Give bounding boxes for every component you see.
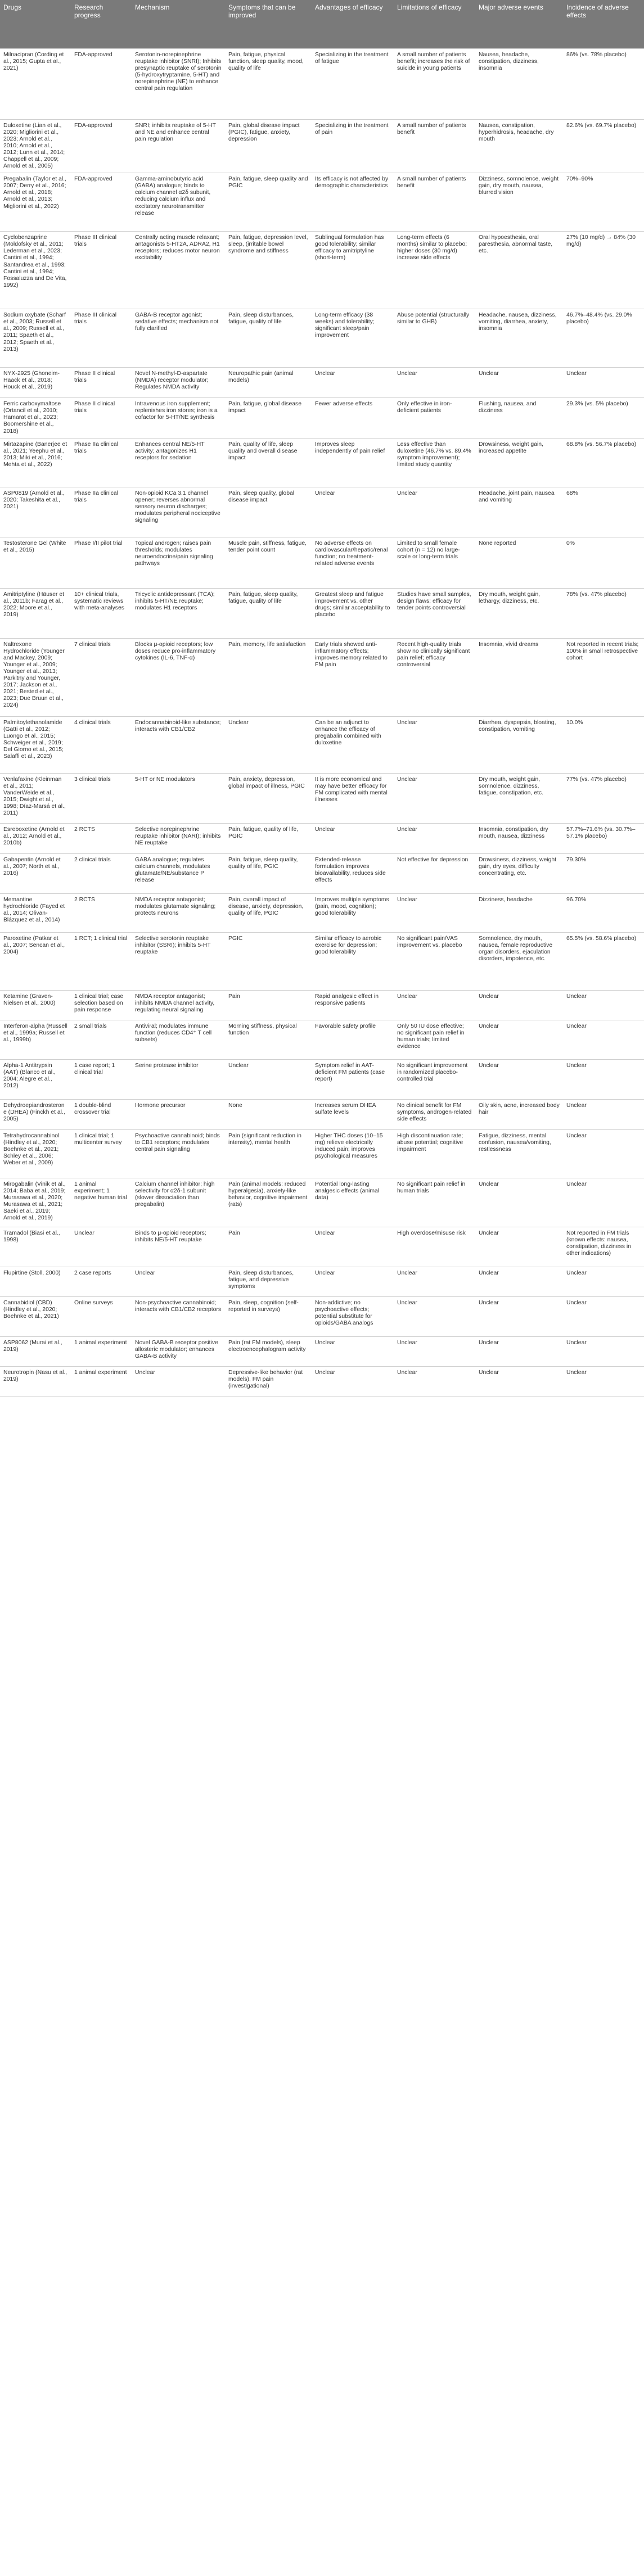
cell-limitations-efficacy: A small number of patients benefit; increases the risk of suicide in young patients <box>394 48 475 119</box>
cell-mechanism: Novel N-methyl-D-aspartate (NMDA) receptor modulator; Regulates NMDA activity <box>132 368 225 398</box>
table-row <box>0 1099 644 1129</box>
table-row <box>0 173 644 232</box>
table-row <box>0 1020 644 1059</box>
cell-major-adverse-events: Unclear <box>475 1227 563 1267</box>
cell-limitations-efficacy: A small number of patients benefit <box>394 119 475 173</box>
column-header-major-adverse-events: Major adverse events <box>475 0 563 48</box>
cell-symptoms-improved: Pain (animal models: reduced hyperalgesia), anxiety-like behavior, cognitive impairment (rats) <box>225 1178 312 1227</box>
cell-drugs: Mirtazapine (Banerjee et al., 2021; Yeephu et al., 2013; Miki et al., 2016; Mehta et al., 2022) <box>0 438 71 487</box>
cell-research-progress: 2 RCTS <box>71 823 132 853</box>
cell-symptoms-improved: Pain, sleep disturbances, fatigue, quality of life <box>225 309 312 368</box>
cell-advantages-efficacy: Unclear <box>312 1267 394 1296</box>
cell-symptoms-improved: Pain <box>225 1227 312 1267</box>
cell-limitations-efficacy: High overdose/misuse risk <box>394 1227 475 1267</box>
cell-advantages-efficacy: Non-addictive; no psychoactive effects; potential substitute for opioids/GABA analogs <box>312 1296 394 1336</box>
cell-mechanism: SNRI; inhibits reuptake of 5-HT and NE and enhance central pain regulation <box>132 119 225 173</box>
cell-limitations-efficacy: Not effective for depression <box>394 853 475 893</box>
column-header-mechanism: Mechanism <box>132 0 225 48</box>
cell-major-adverse-events: Oily skin, acne, increased body hair <box>475 1099 563 1129</box>
cell-symptoms-improved: Pain, fatigue, physical function, sleep quality, mood, quality of life <box>225 48 312 119</box>
cell-mechanism: Binds to μ-opioid receptors; inhibits NE/5-HT reuptake <box>132 1227 225 1267</box>
table-row <box>0 893 644 932</box>
cell-research-progress: FDA-approved <box>71 48 132 119</box>
cell-incidence-adverse-effects: Unclear <box>563 990 644 1020</box>
cell-incidence-adverse-effects: 70%–90% <box>563 173 644 232</box>
cell-drugs: Dehydroepiandrosterone (DHEA) (Finckh et al., 2005) <box>0 1099 71 1129</box>
cell-research-progress: Phase I/II pilot trial <box>71 537 132 588</box>
cell-major-adverse-events: Unclear <box>475 1059 563 1099</box>
cell-major-adverse-events: Unclear <box>475 990 563 1020</box>
cell-mechanism: Antiviral; modulates immune function (reduces CD4⁺ T cell subsets) <box>132 1020 225 1059</box>
cell-research-progress: Phase IIa clinical trials <box>71 438 132 487</box>
cell-symptoms-improved: Pain, fatigue, depression level, sleep, (irritable bowel syndrome and stiffness <box>225 232 312 309</box>
cell-mechanism: Psychoactive cannabinoid; binds to CB1 receptors; modulates central pain signaling <box>132 1129 225 1178</box>
cell-mechanism: Blocks μ-opioid receptors; low doses reduce pro-inflammatory cytokines (IL-6, TNF-α) <box>132 638 225 716</box>
cell-mechanism: Hormone precursor <box>132 1099 225 1129</box>
cell-research-progress: Phase II clinical trials <box>71 368 132 398</box>
table-row <box>0 1267 644 1296</box>
column-header-advantages-efficacy: Advantages of efficacy <box>312 0 394 48</box>
cell-drugs: Amitriptyline (Häuser et al., 2011b; Farag et al., 2022; Moore et al., 2019) <box>0 588 71 638</box>
column-header-limitations-efficacy: Limitations of efficacy <box>394 0 475 48</box>
cell-incidence-adverse-effects: 65.5% (vs. 58.6% placebo) <box>563 932 644 990</box>
cell-advantages-efficacy: It is more economical and may have better efficacy for FM complicated with mental illnesses <box>312 773 394 823</box>
cell-symptoms-improved: Pain, overall impact of disease, anxiety, depression, quality of life, PGIC <box>225 893 312 932</box>
cell-research-progress: Phase IIa clinical trials <box>71 487 132 537</box>
cell-symptoms-improved: Pain, anxiety, depression, global impact of illness, PGIC <box>225 773 312 823</box>
cell-drugs: Gabapentin (Arnold et al., 2007; North et al., 2016) <box>0 853 71 893</box>
cell-symptoms-improved: Pain, fatigue, quality of life, PGIC <box>225 823 312 853</box>
cell-drugs: Naltrexone Hydrochloride (Younger and Mackey, 2009; Younger et al., 2009; Younger et al., 2013; Parkitny and Younger, 2017; Jackson et al., 2021; Bested et al., 2023; Due Bruun et al., 2024) <box>0 638 71 716</box>
table-row <box>0 990 644 1020</box>
cell-drugs: NYX-2925 (Ghoneim-Haack et al., 2018; Houck et al., 2019) <box>0 368 71 398</box>
cell-symptoms-improved: Pain, quality of life, sleep quality and overall disease impact <box>225 438 312 487</box>
cell-research-progress: 1 double-blind crossover trial <box>71 1099 132 1129</box>
cell-limitations-efficacy: Long-term effects (6 months) similar to placebo; higher doses (30 mg/d) increase side effects <box>394 232 475 309</box>
cell-symptoms-improved: Pain, global disease impact (PGIC), fatigue, anxiety, depression <box>225 119 312 173</box>
table-row <box>0 773 644 823</box>
cell-incidence-adverse-effects: 78% (vs. 47% placebo) <box>563 588 644 638</box>
cell-symptoms-improved: None <box>225 1099 312 1129</box>
cell-mechanism: Topical androgen; raises pain thresholds; modulates neuroendocrine/pain signaling pathways <box>132 537 225 588</box>
cell-drugs: Ferric carboxymaltose (Ortancil et al., 2010; Hamarat et al., 2023; Boomershine et al., 2018) <box>0 398 71 438</box>
cell-advantages-efficacy: Greatest sleep and fatigue improvement vs. other drugs; similar acceptability to placebo <box>312 588 394 638</box>
cell-research-progress: Unclear <box>71 1227 132 1267</box>
cell-incidence-adverse-effects: 27% (10 mg/d) → 84% (30 mg/d) <box>563 232 644 309</box>
cell-symptoms-improved: Pain (rat FM models), sleep electroencephalogram activity <box>225 1336 312 1366</box>
cell-limitations-efficacy: Unclear <box>394 1336 475 1366</box>
cell-mechanism: Centrally acting muscle relaxant; antagonists 5-HT2A, ADRA2, H1 receptors; reduces motor neuron excitability <box>132 232 225 309</box>
cell-advantages-efficacy: Favorable safety profile <box>312 1020 394 1059</box>
cell-symptoms-improved: Pain, sleep, cognition (self-reported in surveys) <box>225 1296 312 1336</box>
column-header-symptoms-improved: Symptoms that can be improved <box>225 0 312 48</box>
cell-incidence-adverse-effects: Unclear <box>563 1129 644 1178</box>
table-row <box>0 1296 644 1336</box>
cell-incidence-adverse-effects: Unclear <box>563 1059 644 1099</box>
table-row <box>0 537 644 588</box>
cell-incidence-adverse-effects: Unclear <box>563 1020 644 1059</box>
cell-research-progress: 3 clinical trials <box>71 773 132 823</box>
cell-mechanism: Enhances central NE/5-HT activity; antagonizes H1 receptors for sedation <box>132 438 225 487</box>
cell-limitations-efficacy: Unclear <box>394 1267 475 1296</box>
cell-major-adverse-events: Unclear <box>475 1366 563 1397</box>
cell-drugs: Venlafaxine (Kleinman et al., 2011; VanderWeide et al., 2015; Dwight et al., 1998; Díaz-Marsá et al., 2011) <box>0 773 71 823</box>
cell-mechanism: Intravenous iron supplement; replenishes iron stores; iron is a cofactor for 5-HT/NE synthesis <box>132 398 225 438</box>
cell-research-progress: Online surveys <box>71 1296 132 1336</box>
cell-limitations-efficacy: Less effective than duloxetine (46.7% vs. 89.4% symptom improvement); limited study quantity <box>394 438 475 487</box>
cell-incidence-adverse-effects: 79.30% <box>563 853 644 893</box>
table-row <box>0 638 644 716</box>
cell-limitations-efficacy: Only effective in iron-deficient patients <box>394 398 475 438</box>
cell-mechanism: GABA-B receptor agonist; sedative effects; mechanism not fully clarified <box>132 309 225 368</box>
column-header-research-progress: Research progress <box>71 0 132 48</box>
cell-drugs: Ketamine (Graven-Nielsen et al., 2000) <box>0 990 71 1020</box>
cell-incidence-adverse-effects: 10.0% <box>563 716 644 773</box>
cell-mechanism: Selective norepinephrine reuptake inhibitor (NARI); inhibits NE reuptake <box>132 823 225 853</box>
cell-incidence-adverse-effects: Unclear <box>563 368 644 398</box>
cell-advantages-efficacy: Unclear <box>312 487 394 537</box>
cell-drugs: Cyclobenzaprine (Moldofsky et al., 2011; Lederman et al., 2023; Cantini et al., 1994; Santandrea et al., 1993; Cantini et al., 1994; Fossaluzza and De Vita, 1992) <box>0 232 71 309</box>
cell-symptoms-improved: Pain, sleep quality, global disease impact <box>225 487 312 537</box>
cell-incidence-adverse-effects: 96.70% <box>563 893 644 932</box>
cell-advantages-efficacy: Specializing in the treatment of fatigue <box>312 48 394 119</box>
cell-major-adverse-events: Insomnia, constipation, dry mouth, nausea, dizziness <box>475 823 563 853</box>
cell-limitations-efficacy: Limited to small female cohort (n = 12) no large-scale or long-term trials <box>394 537 475 588</box>
cell-limitations-efficacy: No clinical benefit for FM symptoms, androgen-related side effects <box>394 1099 475 1129</box>
cell-advantages-efficacy: Improves multiple symptoms (pain, mood, cognition); good tolerability <box>312 893 394 932</box>
cell-incidence-adverse-effects: 46.7%–48.4% (vs. 29.0% placebo) <box>563 309 644 368</box>
cell-major-adverse-events: Unclear <box>475 1178 563 1227</box>
cell-limitations-efficacy: No significant pain relief in human trials <box>394 1178 475 1227</box>
cell-research-progress: 2 case reports <box>71 1267 132 1296</box>
table-row <box>0 588 644 638</box>
table-row <box>0 1336 644 1366</box>
table-row <box>0 716 644 773</box>
cell-drugs: Palmitoylethanolamide (Gatti et al., 2012; Luongo et al., 2015; Schweiger et al., 2019; Del Giorno et al., 2015; Salaffi et al., 2023) <box>0 716 71 773</box>
cell-research-progress: Phase II clinical trials <box>71 398 132 438</box>
cell-advantages-efficacy: Increases serum DHEA sulfate levels <box>312 1099 394 1129</box>
cell-limitations-efficacy: Unclear <box>394 487 475 537</box>
cell-symptoms-improved: Muscle pain, stiffness, fatigue, tender point count <box>225 537 312 588</box>
table-row <box>0 1178 644 1227</box>
cell-limitations-efficacy: Studies have small samples, design flaws; efficacy for tender points controversial <box>394 588 475 638</box>
cell-advantages-efficacy: Can be an adjunct to enhance the efficacy of pregabalin combined with duloxetine <box>312 716 394 773</box>
cell-incidence-adverse-effects: 68.8% (vs. 56.7% placebo) <box>563 438 644 487</box>
cell-major-adverse-events: Insomnia, vivid dreams <box>475 638 563 716</box>
cell-mechanism: Serotonin-norepinephrine reuptake inhibitor (SNRI); Inhibits presynaptic reuptake of serotonin (5-hydroxytryptamine, 5-HT) and norepinephrine (NE) to enhance central pain regulation <box>132 48 225 119</box>
cell-advantages-efficacy: No adverse effects on cardiovascular/hepatic/renal function; no treatment-related adverse events <box>312 537 394 588</box>
cell-mechanism: Gamma-aminobutyric acid (GABA) analogue; binds to calcium channel α2δ subunit, reducing calcium influx and excitatory neurotransmitter release <box>132 173 225 232</box>
cell-research-progress: 1 animal experiment <box>71 1366 132 1397</box>
cell-mechanism: Unclear <box>132 1267 225 1296</box>
cell-mechanism: Tricyclic antidepressant (TCA); inhibits 5-HT/NE reuptake; modulates H1 receptors <box>132 588 225 638</box>
cell-limitations-efficacy: Unclear <box>394 716 475 773</box>
cell-drugs: Tramadol (Biasi et al., 1998) <box>0 1227 71 1267</box>
cell-drugs: Duloxetine (Lian et al., 2020; Migliorini et al., 2023; Arnold et al., 2010; Arnold et al., 2012; Lunn et al., 2014; Chappell et al., 2009; Arnold et al., 2005) <box>0 119 71 173</box>
cell-mechanism: Unclear <box>132 1366 225 1397</box>
cell-research-progress: 1 RCT; 1 clinical trial <box>71 932 132 990</box>
cell-major-adverse-events: None reported <box>475 537 563 588</box>
cell-major-adverse-events: Drowsiness, dizziness, weight gain, dry eyes, difficulty concentrating, etc. <box>475 853 563 893</box>
cell-major-adverse-events: Drowsiness, weight gain, increased appetite <box>475 438 563 487</box>
cell-research-progress: 2 small trials <box>71 1020 132 1059</box>
cell-drugs: Mirogabalin (Vinik et al., 2014; Baba et al., 2019; Murasawa et al., 2020; Murasawa et al., 2021; Saeki et al., 2019; Arnold et al., 2019) <box>0 1178 71 1227</box>
cell-advantages-efficacy: Higher THC doses (10–15 mg) relieve electrically induced pain; improves psychological measures <box>312 1129 394 1178</box>
cell-drugs: Paroxetine (Patkar et al., 2007; Sencan et al., 2004) <box>0 932 71 990</box>
cell-limitations-efficacy: Abuse potential (structurally similar to GHB) <box>394 309 475 368</box>
cell-major-adverse-events: Unclear <box>475 1296 563 1336</box>
cell-major-adverse-events: Unclear <box>475 368 563 398</box>
cell-advantages-efficacy: Unclear <box>312 1366 394 1397</box>
cell-advantages-efficacy: Unclear <box>312 1336 394 1366</box>
table-body <box>0 48 644 1397</box>
cell-limitations-efficacy: Recent high-quality trials show no clinically significant pain relief; efficacy controversial <box>394 638 475 716</box>
cell-limitations-efficacy: Unclear <box>394 1366 475 1397</box>
cell-advantages-efficacy: Unclear <box>312 368 394 398</box>
cell-research-progress: 1 animal experiment <box>71 1336 132 1366</box>
header-row <box>0 0 644 48</box>
cell-incidence-adverse-effects: Unclear <box>563 1296 644 1336</box>
cell-advantages-efficacy: Symptom relief in AAT-deficient FM patients (case report) <box>312 1059 394 1099</box>
cell-research-progress: Phase III clinical trials <box>71 309 132 368</box>
cell-symptoms-improved: Neuropathic pain (animal models) <box>225 368 312 398</box>
cell-research-progress: FDA-approved <box>71 173 132 232</box>
table-row <box>0 232 644 309</box>
cell-incidence-adverse-effects: 57.7%–71.6% (vs. 30.7%–57.1% placebo) <box>563 823 644 853</box>
cell-incidence-adverse-effects: Not reported in FM trials (known effects: nausea, constipation, dizziness in other indications) <box>563 1227 644 1267</box>
cell-research-progress: 1 animal experiment; 1 negative human trial <box>71 1178 132 1227</box>
cell-symptoms-improved: Pain, fatigue, global disease impact <box>225 398 312 438</box>
table-row <box>0 438 644 487</box>
cell-drugs: Memantine hydrochloride (Fayed et al., 2014; Olivan-Blázquez et al., 2014) <box>0 893 71 932</box>
cell-drugs: Cannabidiol (CBD) (Hindley et al., 2020; Boehnke et al., 2021) <box>0 1296 71 1336</box>
table-row <box>0 1129 644 1178</box>
cell-research-progress: FDA-approved <box>71 119 132 173</box>
cell-research-progress: 7 clinical trials <box>71 638 132 716</box>
cell-limitations-efficacy: Only 50 IU dose effective; no significant pain relief in human trials; limited evidence <box>394 1020 475 1059</box>
cell-mechanism: 5-HT or NE modulators <box>132 773 225 823</box>
cell-advantages-efficacy: Sublingual formulation has good tolerability; similar efficacy to amitriptyline (short-term) <box>312 232 394 309</box>
cell-limitations-efficacy: A small number of patients benefit <box>394 173 475 232</box>
table-row <box>0 398 644 438</box>
cell-research-progress: Phase III clinical trials <box>71 232 132 309</box>
cell-limitations-efficacy: Unclear <box>394 368 475 398</box>
cell-incidence-adverse-effects: Unclear <box>563 1178 644 1227</box>
cell-drugs: Tetrahydrocannabinol (Hindley et al., 2020; Boehnke et al., 2021; Schley et al., 2006; Weber et al., 2009) <box>0 1129 71 1178</box>
cell-mechanism: GABA analogue; regulates calcium channels, modulates glutamate/NE/substance P release <box>132 853 225 893</box>
table-row <box>0 1366 644 1397</box>
cell-major-adverse-events: Fatigue, dizziness, mental confusion, nausea/vomiting, restlessness <box>475 1129 563 1178</box>
cell-research-progress: 1 clinical trial; 1 multicenter survey <box>71 1129 132 1178</box>
table-row <box>0 309 644 368</box>
cell-symptoms-improved: Pain, fatigue, sleep quality and PGIC <box>225 173 312 232</box>
cell-limitations-efficacy: Unclear <box>394 773 475 823</box>
cell-advantages-efficacy: Unclear <box>312 823 394 853</box>
cell-incidence-adverse-effects: 86% (vs. 78% placebo) <box>563 48 644 119</box>
cell-symptoms-improved: PGIC <box>225 932 312 990</box>
cell-drugs: Testosterone Gel (White et al., 2015) <box>0 537 71 588</box>
cell-incidence-adverse-effects: 82.6% (vs. 69.7% placebo) <box>563 119 644 173</box>
cell-major-adverse-events: Nausea, headache, constipation, dizziness, insomnia <box>475 48 563 119</box>
cell-advantages-efficacy: Specializing in the treatment of pain <box>312 119 394 173</box>
cell-mechanism: Novel GABA-B receptor positive allosteric modulator; enhances GABA-B activity <box>132 1336 225 1366</box>
table-row <box>0 48 644 119</box>
cell-incidence-adverse-effects: Unclear <box>563 1336 644 1366</box>
cell-major-adverse-events: Unclear <box>475 1020 563 1059</box>
cell-major-adverse-events: Unclear <box>475 1267 563 1296</box>
cell-major-adverse-events: Nausea, constipation, hyperhidrosis, headache, dry mouth <box>475 119 563 173</box>
cell-advantages-efficacy: Its efficacy is not affected by demographic characteristics <box>312 173 394 232</box>
cell-mechanism: Non-psychoactive cannabinoid; interacts with CB1/CB2 receptors <box>132 1296 225 1336</box>
cell-advantages-efficacy: Improves sleep independently of pain relief <box>312 438 394 487</box>
cell-mechanism: Non-opioid KCa 3.1 channel opener; reverses abnormal sensory neuron discharges; modulates peripheral nociceptive signaling <box>132 487 225 537</box>
cell-limitations-efficacy: No significant pain/VAS improvement vs. placebo <box>394 932 475 990</box>
cell-major-adverse-events: Flushing, nausea, and dizziness <box>475 398 563 438</box>
cell-advantages-efficacy: Fewer adverse effects <box>312 398 394 438</box>
cell-research-progress: 2 clinical trials <box>71 853 132 893</box>
cell-research-progress: 10+ clinical trials, systematic reviews with meta-analyses <box>71 588 132 638</box>
cell-major-adverse-events: Oral hypoesthesia, oral paresthesia, abnormal taste, etc. <box>475 232 563 309</box>
cell-incidence-adverse-effects: Unclear <box>563 1267 644 1296</box>
cell-mechanism: Endocannabinoid-like substance; interacts with CB1/CB2 <box>132 716 225 773</box>
cell-symptoms-improved: Pain (significant reduction in intensity), mental health <box>225 1129 312 1178</box>
cell-advantages-efficacy: Potential long-lasting analgesic effects (animal data) <box>312 1178 394 1227</box>
cell-limitations-efficacy: No significant improvement in randomized placebo-controlled trial <box>394 1059 475 1099</box>
cell-limitations-efficacy: Unclear <box>394 1296 475 1336</box>
table-row <box>0 1227 644 1267</box>
cell-incidence-adverse-effects: Unclear <box>563 1366 644 1397</box>
cell-major-adverse-events: Headache, joint pain, nausea and vomiting <box>475 487 563 537</box>
cell-mechanism: Selective serotonin reuptake inhibitor (SSRI); inhibits 5-HT reuptake <box>132 932 225 990</box>
cell-limitations-efficacy: High discontinuation rate; abuse potential; cognitive impairment <box>394 1129 475 1178</box>
table-row <box>0 487 644 537</box>
cell-mechanism: NMDA receptor antagonist; inhibits NMDA channel activity, regulating neural signaling <box>132 990 225 1020</box>
cell-major-adverse-events: Headache, nausea, dizziness, vomiting, diarrhea, anxiety, insomnia <box>475 309 563 368</box>
cell-drugs: ASP8062 (Murai et al., 2019) <box>0 1336 71 1366</box>
cell-symptoms-improved: Pain, fatigue, sleep quality, quality of life, PGIC <box>225 853 312 893</box>
cell-research-progress: 1 case report; 1 clinical trial <box>71 1059 132 1099</box>
cell-incidence-adverse-effects: 29.3% (vs. 5% placebo) <box>563 398 644 438</box>
cell-major-adverse-events: Somnolence, dry mouth, nausea, female reproductive organ disorders, ejaculation disorders, impotence, etc. <box>475 932 563 990</box>
cell-limitations-efficacy: Unclear <box>394 823 475 853</box>
cell-drugs: Flupirtine (Stoll, 2000) <box>0 1267 71 1296</box>
cell-drugs: Alpha-1 Antitrypsin (AAT) (Blanco et al., 2004; Alegre et al., 2012) <box>0 1059 71 1099</box>
cell-drugs: Neurotropin (Nasu et al., 2019) <box>0 1366 71 1397</box>
cell-symptoms-improved: Pain, memory, life satisfaction <box>225 638 312 716</box>
table-row <box>0 119 644 173</box>
cell-incidence-adverse-effects: Unclear <box>563 1099 644 1129</box>
cell-incidence-adverse-effects: 0% <box>563 537 644 588</box>
cell-advantages-efficacy: Rapid analgesic effect in responsive patients <box>312 990 394 1020</box>
cell-advantages-efficacy: Long-term efficacy (38 weeks) and tolerability; significant sleep/pain improvement <box>312 309 394 368</box>
cell-research-progress: 4 clinical trials <box>71 716 132 773</box>
cell-mechanism: NMDA receptor antagonist; modulates glutamate signaling; protects neurons <box>132 893 225 932</box>
cell-advantages-efficacy: Extended-release formulation improves bioavailability, reduces side effects <box>312 853 394 893</box>
cell-limitations-efficacy: Unclear <box>394 990 475 1020</box>
column-header-incidence-adverse-effects: Incidence of adverse effects <box>563 0 644 48</box>
cell-symptoms-improved: Unclear <box>225 1059 312 1099</box>
cell-mechanism: Serine protease inhibitor <box>132 1059 225 1099</box>
cell-drugs: Esreboxetine (Arnold et al., 2012; Arnold et al., 2010b) <box>0 823 71 853</box>
cell-research-progress: 2 RCTS <box>71 893 132 932</box>
cell-incidence-adverse-effects: 68% <box>563 487 644 537</box>
cell-research-progress: 1 clinical trial; case selection based on pain response <box>71 990 132 1020</box>
cell-limitations-efficacy: Unclear <box>394 893 475 932</box>
cell-major-adverse-events: Dizziness, headache <box>475 893 563 932</box>
cell-symptoms-improved: Depressive-like behavior (rat models), FM pain (investigational) <box>225 1366 312 1397</box>
cell-advantages-efficacy: Unclear <box>312 1227 394 1267</box>
column-header-drugs: Drugs <box>0 0 71 48</box>
cell-symptoms-improved: Pain <box>225 990 312 1020</box>
table-row <box>0 853 644 893</box>
cell-incidence-adverse-effects: 77% (vs. 47% placebo) <box>563 773 644 823</box>
cell-symptoms-improved: Unclear <box>225 716 312 773</box>
table-row <box>0 823 644 853</box>
cell-major-adverse-events: Dry mouth, weight gain, lethargy, dizziness, etc. <box>475 588 563 638</box>
table-row <box>0 932 644 990</box>
table-row <box>0 368 644 398</box>
table-row <box>0 1059 644 1099</box>
cell-drugs: Interferon-alpha (Russell et al., 1999a; Russell et al., 1999b) <box>0 1020 71 1059</box>
cell-major-adverse-events: Dizziness, somnolence, weight gain, dry mouth, nausea, blurred vision <box>475 173 563 232</box>
cell-symptoms-improved: Pain, fatigue, sleep quality, fatigue, quality of life <box>225 588 312 638</box>
cell-advantages-efficacy: Similar efficacy to aerobic exercise for depression; good tolerability <box>312 932 394 990</box>
cell-drugs: ASP0819 (Arnold et al., 2020; Takeshita et al., 2021) <box>0 487 71 537</box>
cell-advantages-efficacy: Early trials showed anti-inflammatory effects; improves memory related to FM pain <box>312 638 394 716</box>
cell-drugs: Sodium oxybate (Scharf et al., 2003; Russell et al., 2009; Russell et al., 2011; Spaeth et al., 2012; Spaeth et al., 2013) <box>0 309 71 368</box>
cell-symptoms-improved: Pain, sleep disturbances, fatigue, and depressive symptoms <box>225 1267 312 1296</box>
table-header <box>0 0 644 48</box>
cell-drugs: Milnacipran (Cording et al., 2015; Gupta et al., 2021) <box>0 48 71 119</box>
cell-incidence-adverse-effects: Not reported in recent trials; 100% in small retrospective cohort <box>563 638 644 716</box>
cell-major-adverse-events: Diarrhea, dyspepsia, bloating, constipation, vomiting <box>475 716 563 773</box>
cell-symptoms-improved: Morning stiffness, physical function <box>225 1020 312 1059</box>
cell-major-adverse-events: Unclear <box>475 1336 563 1366</box>
cell-mechanism: Calcium channel inhibitor; high selectivity for α2δ-1 subunit (slower dissociation than pregabalin) <box>132 1178 225 1227</box>
cell-major-adverse-events: Dry mouth, weight gain, somnolence, dizziness, fatigue, constipation, etc. <box>475 773 563 823</box>
cell-drugs: Pregabalin (Taylor et al., 2007; Derry et al., 2016; Arnold et al., 2018; Arnold et al., 2013; Migliorini et al., 2022) <box>0 173 71 232</box>
